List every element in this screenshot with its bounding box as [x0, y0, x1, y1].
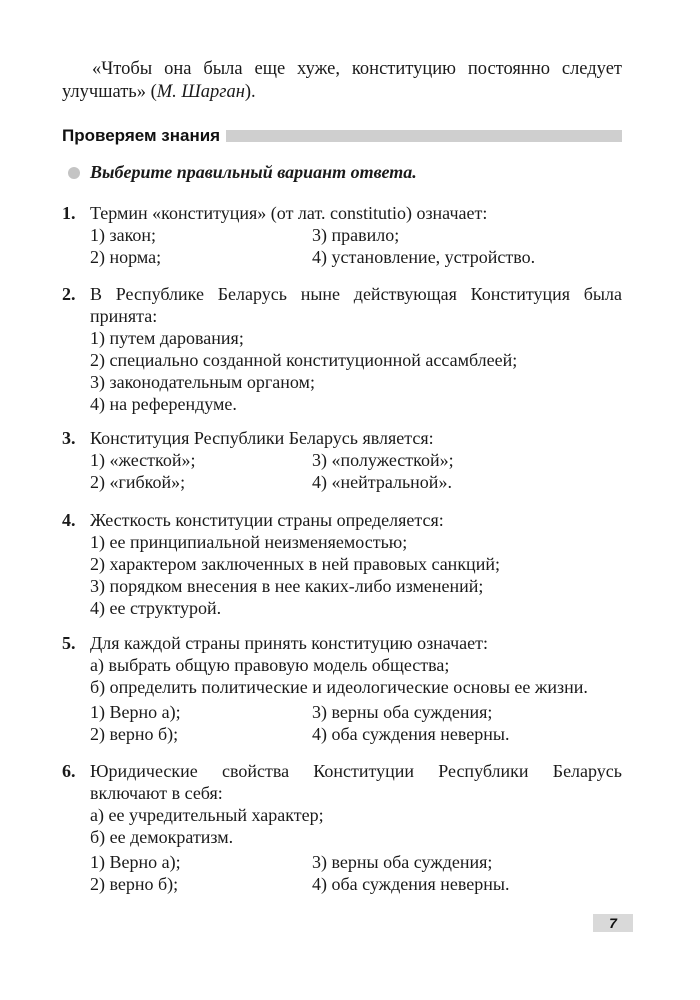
- answer-option[interactable]: 4) оба суждения неверны.: [312, 874, 510, 894]
- answer-option[interactable]: 1) путем дарования;: [90, 328, 244, 348]
- question-6: [62, 760, 622, 895]
- page-number: 7: [609, 915, 617, 931]
- question-number: 2.: [62, 284, 76, 304]
- statement: б) ее демократизм.: [90, 827, 234, 847]
- bullet-circle-icon: [68, 167, 80, 179]
- statement: б) определить политические и идеологические основы ее жизни.: [90, 677, 588, 697]
- question-text: Юридические свойства Конституции Республики Беларусь включают в себя:: [90, 761, 622, 803]
- answer-row: [62, 224, 622, 246]
- answer-option[interactable]: 1) Верно а);: [90, 852, 181, 872]
- answer-row: [62, 701, 622, 723]
- answer-option[interactable]: 4) ее структурой.: [90, 598, 222, 618]
- question-number: 3.: [62, 428, 76, 448]
- quote-author: М. Шарган: [156, 82, 245, 102]
- section-title: Проверяем знания: [62, 126, 221, 145]
- question-number: 1.: [62, 203, 76, 223]
- answer-row: [62, 246, 622, 268]
- question-text: Для каждой страны принять конституцию означает:: [90, 633, 488, 653]
- question-text: Термин «конституция» (от лат. constitutio) означает:: [90, 203, 488, 223]
- answer-option[interactable]: 2) верно б);: [90, 874, 179, 894]
- answer-option[interactable]: 4) установление, устройство.: [312, 247, 536, 267]
- question-number: 5.: [62, 633, 76, 653]
- answer-option[interactable]: 2) характером заключенных в ней правовых санкций;: [90, 554, 500, 574]
- answer-option[interactable]: 4) «нейтральной».: [312, 472, 452, 492]
- answer-option[interactable]: 3) правило;: [312, 225, 400, 245]
- question-4: [62, 509, 622, 619]
- answer-option[interactable]: 4) на референдуме.: [90, 394, 237, 414]
- question-1: [62, 202, 622, 268]
- answer-option[interactable]: 3) законодательным органом;: [90, 372, 315, 392]
- page-number-tab: [593, 914, 633, 932]
- answer-option[interactable]: 3) верны оба суждения;: [312, 702, 493, 722]
- answer-option[interactable]: 3) «полужесткой»;: [312, 450, 454, 470]
- answer-option[interactable]: 3) порядком внесения в нее каких-либо изменений;: [90, 576, 484, 596]
- answer-option[interactable]: 1) закон;: [90, 225, 157, 245]
- answer-option[interactable]: 1) Верно а);: [90, 702, 181, 722]
- answer-row: [62, 723, 622, 745]
- question-number: 6.: [62, 761, 76, 781]
- epigraph-quote: «Чтобы она была еще хуже, конституцию постоянно следует улучшать» (М. Шарган).: [62, 59, 622, 102]
- answer-option[interactable]: 2) «гибкой»;: [90, 472, 186, 492]
- question-text: Жесткость конституции страны определяется:: [90, 510, 444, 530]
- question-text: В Республике Беларусь ныне действующая Конституция была принята:: [90, 284, 622, 326]
- instruction-text: Выберите правильный вариант ответа.: [90, 162, 417, 182]
- question-text: Конституция Республики Беларусь является:: [90, 428, 434, 448]
- answer-row: [62, 471, 622, 493]
- instruction: [68, 162, 417, 183]
- section-header: [62, 124, 622, 148]
- answer-option[interactable]: 2) норма;: [90, 247, 162, 267]
- answer-option[interactable]: 2) специально созданной конституционной ассамблеей;: [90, 350, 518, 370]
- answer-option[interactable]: 4) оба суждения неверны.: [312, 724, 510, 744]
- answer-option[interactable]: 3) верны оба суждения;: [312, 852, 493, 872]
- answer-option[interactable]: 1) «жесткой»;: [90, 450, 196, 470]
- statement: а) ее учредительный характер;: [90, 805, 324, 825]
- answer-option[interactable]: 1) ее принципиальной неизменяемостью;: [90, 532, 408, 552]
- answer-row: [62, 449, 622, 471]
- question-5: [62, 632, 622, 745]
- answer-option[interactable]: 2) верно б);: [90, 724, 179, 744]
- statement: а) выбрать общую правовую модель общества;: [90, 655, 450, 675]
- question-number: 4.: [62, 510, 76, 530]
- answer-row: [62, 851, 622, 873]
- question-3: [62, 427, 622, 493]
- question-2: [62, 283, 622, 415]
- answer-row: [62, 873, 622, 895]
- section-bar: [226, 130, 622, 142]
